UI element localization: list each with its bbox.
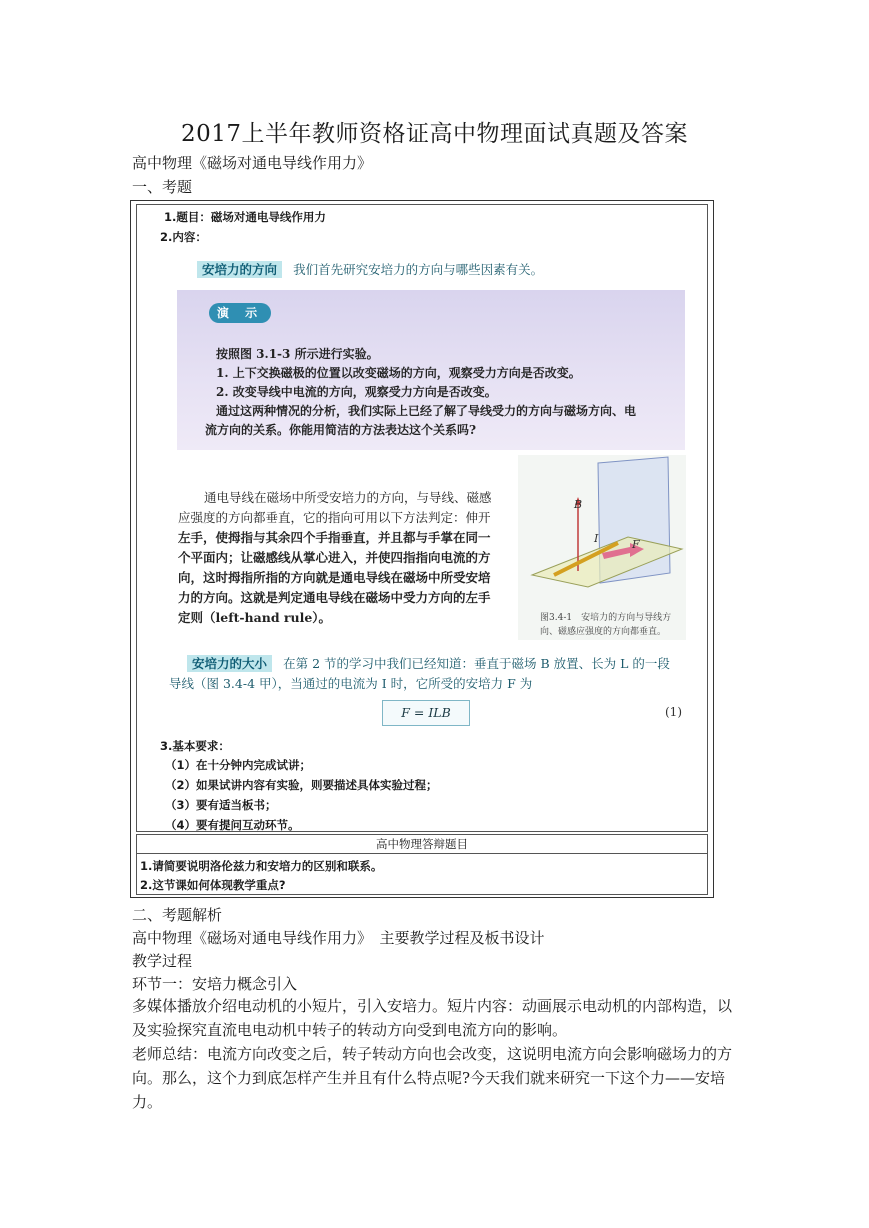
process-label: 教学过程 (132, 952, 193, 970)
ampere-force-figure (518, 455, 686, 615)
section-heading-exam: 一、考题 (132, 178, 193, 196)
figure-label-f: F (632, 538, 640, 551)
body-line: 向，这时拇指所指的方向就是通电导线在磁场中所受安培 (178, 570, 491, 585)
formula-box: F = ILB (382, 700, 470, 726)
figure-caption: 图3.4-1 安培力的方向与导线方 (540, 613, 672, 623)
exam-topic: 1.题目：磁场对通电导线作用力 (164, 210, 326, 224)
document-title: 2017上半年教师资格证高中物理面试真题及答案 (180, 121, 689, 147)
figure-caption: 向、磁感应强度的方向都垂直。 (540, 627, 667, 637)
figure-label-b: B (574, 498, 583, 511)
direction-intro: 我们首先研究安培力的方向与哪些因素有关。 (293, 262, 544, 277)
requirement-item: （3）要有适当板书； (165, 798, 277, 812)
body-line: 左手，使拇指与其余四个手指垂直，并且都与手掌在同一 (178, 530, 491, 545)
body-line: 个平面内；让磁感线从掌心进入，并使四指指向电流的方 (178, 550, 491, 565)
requirement-item: （2）如果试讲内容有实验，则要描述具体实验过程； (165, 778, 438, 792)
body-line: 定则（left-hand rule）。 (178, 610, 332, 625)
demo-line: 通过这两种情况的分析，我们实际上已经了解了导线受力的方向与磁场方向、电 (216, 404, 637, 418)
document-subtitle: 高中物理《磁场对通电导线作用力》 (132, 154, 373, 172)
body-line: 通电导线在磁场中所受安培力的方向，与导线、磁感 (204, 490, 492, 505)
defense-question: 2.这节课如何体现教学重点? (140, 878, 286, 892)
defense-question: 1.请简要说明洛伦兹力和安培力的区别和联系。 (140, 859, 383, 873)
size-line: 在第 2 节的学习中我们已经知道：垂直于磁场 B 放置、长为 L 的一段 (283, 656, 670, 671)
figure-label-i: I (594, 532, 599, 545)
body-line: 应强度的方向都垂直，它的指向可用以下方法判定：伸开 (178, 510, 491, 525)
demo-line: 按照图 3.1-3 所示进行实验。 (216, 347, 379, 361)
exam-content-label: 2.内容： (160, 230, 207, 244)
paragraph: 老师总结：电流方向改变之后，转子转动方向也会改变，这说明电流方向会影响磁场力的方向。那么，这个力到底怎样产生并且有什么特点呢?今天我们就来研究一下这个力——安培力。 (132, 1045, 733, 1111)
requirement-item: （4）要有提问互动环节。 (165, 818, 300, 832)
body-line: 力的方向。这就是判定通电导线在磁场中受力方向的左手 (178, 590, 491, 605)
paragraph: 多媒体播放介绍电动机的小短片，引入安培力。短片内容：动画展示电动机的内部构造，以及实验探究直流电电动机中转子的转动方向受到电流方向的影响。 (132, 997, 733, 1039)
step1-title: 环节一：安培力概念引入 (132, 975, 298, 993)
demo-line: 1. 上下交换磁极的位置以改变磁场的方向，观察受力方向是否改变。 (216, 366, 581, 380)
size-heading (187, 653, 670, 672)
formula-number: (1) (665, 705, 682, 719)
direction-heading (197, 259, 543, 278)
requirement-item: （1）在十分钟内完成试讲； (165, 758, 312, 772)
demo-line: 流方向的关系。你能用简洁的方法表达这个关系吗? (205, 423, 477, 437)
demo-badge: 演 示 (209, 303, 271, 323)
demo-line: 2. 改变导线中电流的方向，观察受力方向是否改变。 (216, 385, 497, 399)
analysis-title: 高中物理《磁场对通电导线作用力》 主要教学过程及板书设计 (132, 929, 545, 947)
size-line: 导线（图 3.4-4 甲），当通过的电流为 I 时，它所受的安培力 F 为 (169, 676, 533, 691)
requirements-label: 3.基本要求： (160, 739, 230, 753)
direction-tag: 安培力的方向 (197, 261, 282, 278)
defense-title: 高中物理答辩题目 (136, 834, 708, 854)
size-tag: 安培力的大小 (187, 655, 272, 672)
section-heading-analysis: 二、考题解析 (132, 906, 223, 924)
